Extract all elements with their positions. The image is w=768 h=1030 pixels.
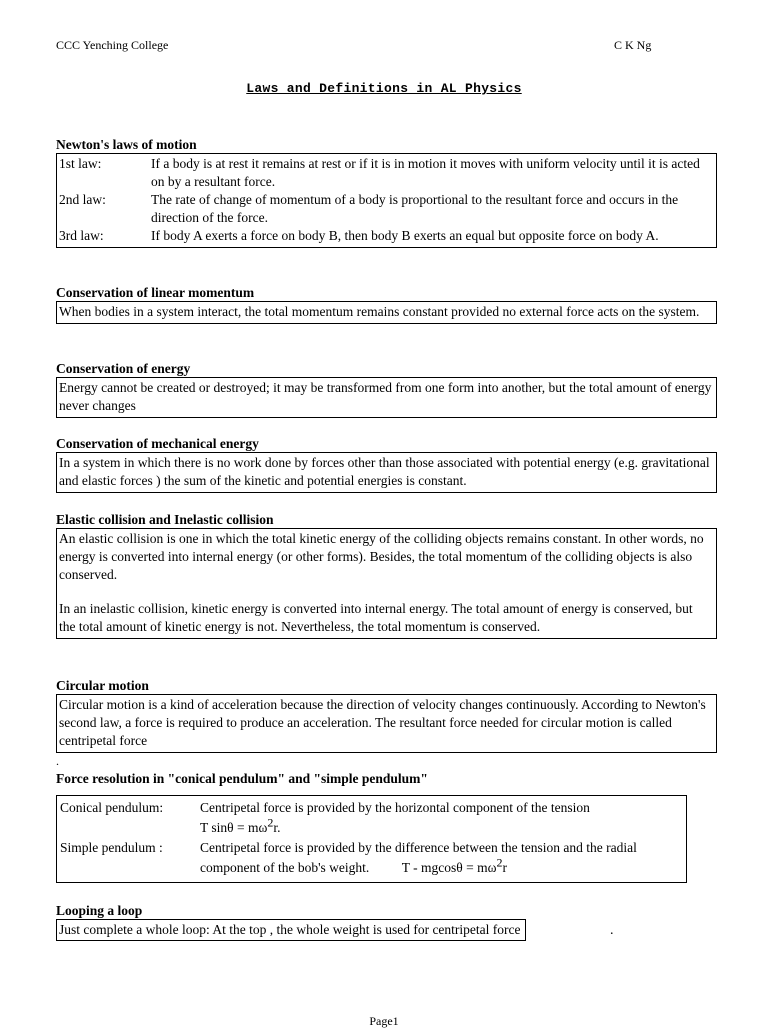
law-label: 1st law:	[59, 156, 102, 171]
newton-heading: Newton's laws of motion	[56, 137, 197, 152]
conical-equation	[200, 815, 281, 835]
pendulum-section	[56, 770, 717, 787]
law-label: 3rd law:	[59, 228, 104, 243]
circular-trailing-dot: .	[56, 754, 59, 768]
mechanical-energy-text: In a system in which there is no work done by forces other than those associated with potential energy (e.g. gravitational and elastic forces ) the sum of the kinetic and potential energies is constant.	[59, 455, 710, 488]
law-label: 2nd law:	[59, 192, 106, 207]
linear-momentum-heading: Conservation of linear momentum	[56, 285, 255, 300]
conical-eq-end: r.	[273, 820, 281, 835]
newton-box	[56, 153, 717, 248]
conical-eq-sup: 2	[267, 815, 274, 830]
law-row-2	[59, 191, 712, 227]
inelastic-text: In an inelastic collision, kinetic energy is converted into internal energy. The total amount of energy is conserved, but the total amount of kinetic energy is not. Nevertheless, the total momentum is conserved.	[59, 601, 693, 634]
loop-box	[56, 919, 526, 941]
simple-eq-main: T - mgcosθ = mω	[401, 860, 497, 875]
mechanical-energy-section	[56, 435, 717, 493]
circular-box	[56, 694, 717, 753]
pendulum-heading: Force resolution in "conical pendulum" and "simple pendulum"	[56, 771, 428, 786]
energy-text: Energy cannot be created or destroyed; it may be transformed from one form into another, but the total amount of energy never changes	[59, 380, 712, 413]
conical-label: Conical pendulum:	[60, 800, 164, 815]
linear-momentum-box	[56, 301, 717, 324]
page-title: Laws and Definitions in AL Physics	[246, 81, 522, 96]
conical-content	[200, 798, 682, 838]
conical-text: Centripetal force is provided by the horizontal component of the tension	[200, 800, 590, 815]
conical-eq-main: T sinθ = mω	[200, 820, 268, 835]
newton-section	[56, 136, 717, 248]
loop-text: Just complete a whole loop: At the top , the whole weight is used for centripetal force	[59, 922, 521, 937]
energy-heading: Conservation of energy	[56, 361, 191, 376]
mechanical-energy-box	[56, 452, 717, 493]
page-number: Page1	[369, 1014, 399, 1028]
collision-box	[56, 528, 717, 639]
collision-section	[56, 511, 717, 639]
mechanical-energy-heading: Conservation of mechanical energy	[56, 436, 259, 451]
energy-section	[56, 360, 717, 418]
simple-content	[200, 838, 682, 878]
linear-momentum-section	[56, 284, 717, 324]
pendulum-box	[56, 795, 687, 883]
law-text: If a body is at rest it remains at rest or if it is in motion it moves with uniform velocity until it is acted on by a resultant force.	[151, 156, 700, 189]
simple-label: Simple pendulum :	[60, 840, 163, 855]
linear-momentum-text: When bodies in a system interact, the total momentum remains constant provided no external force acts on the system.	[59, 304, 700, 319]
simple-row	[60, 838, 682, 878]
circular-heading: Circular motion	[56, 678, 149, 693]
simple-text: Centripetal force is provided by the difference between the tension and the radial component of the bob's weight.	[200, 840, 637, 875]
collision-heading: Elastic collision and Inelastic collision	[56, 512, 274, 527]
law-row-1	[59, 155, 712, 191]
simple-eq-end: r	[502, 860, 508, 875]
energy-box	[56, 377, 717, 418]
circular-text: Circular motion is a kind of acceleration because the direction of velocity changes continuously. According to Newton's second law, a force is required to produce an acceleration. The resultant force needed for circular motion is called centripetal force	[59, 697, 706, 748]
circular-section	[56, 677, 717, 753]
simple-eq-sup: 2	[496, 855, 503, 870]
header-author: C K Ng	[614, 38, 652, 52]
conical-row	[60, 798, 682, 838]
simple-equation	[401, 855, 508, 875]
elastic-text: An elastic collision is one in which the total kinetic energy of the colliding objects remains constant. In other words, no energy is converted into internal energy (or other forms). Besides, the total momentum of the colliding objects is also conserved.	[59, 531, 704, 582]
law-row-3	[59, 227, 712, 245]
header-school: CCC Yenching College	[56, 38, 169, 52]
law-text: If body A exerts a force on body B, then body B exerts an equal but opposite force on body A.	[151, 228, 659, 243]
loop-section	[56, 902, 717, 941]
loop-heading: Looping a loop	[56, 903, 143, 918]
loop-trailing-dot: .	[610, 923, 614, 938]
law-text: The rate of change of momentum of a body is proportional to the resultant force and occurs in the direction of the force.	[151, 192, 679, 225]
